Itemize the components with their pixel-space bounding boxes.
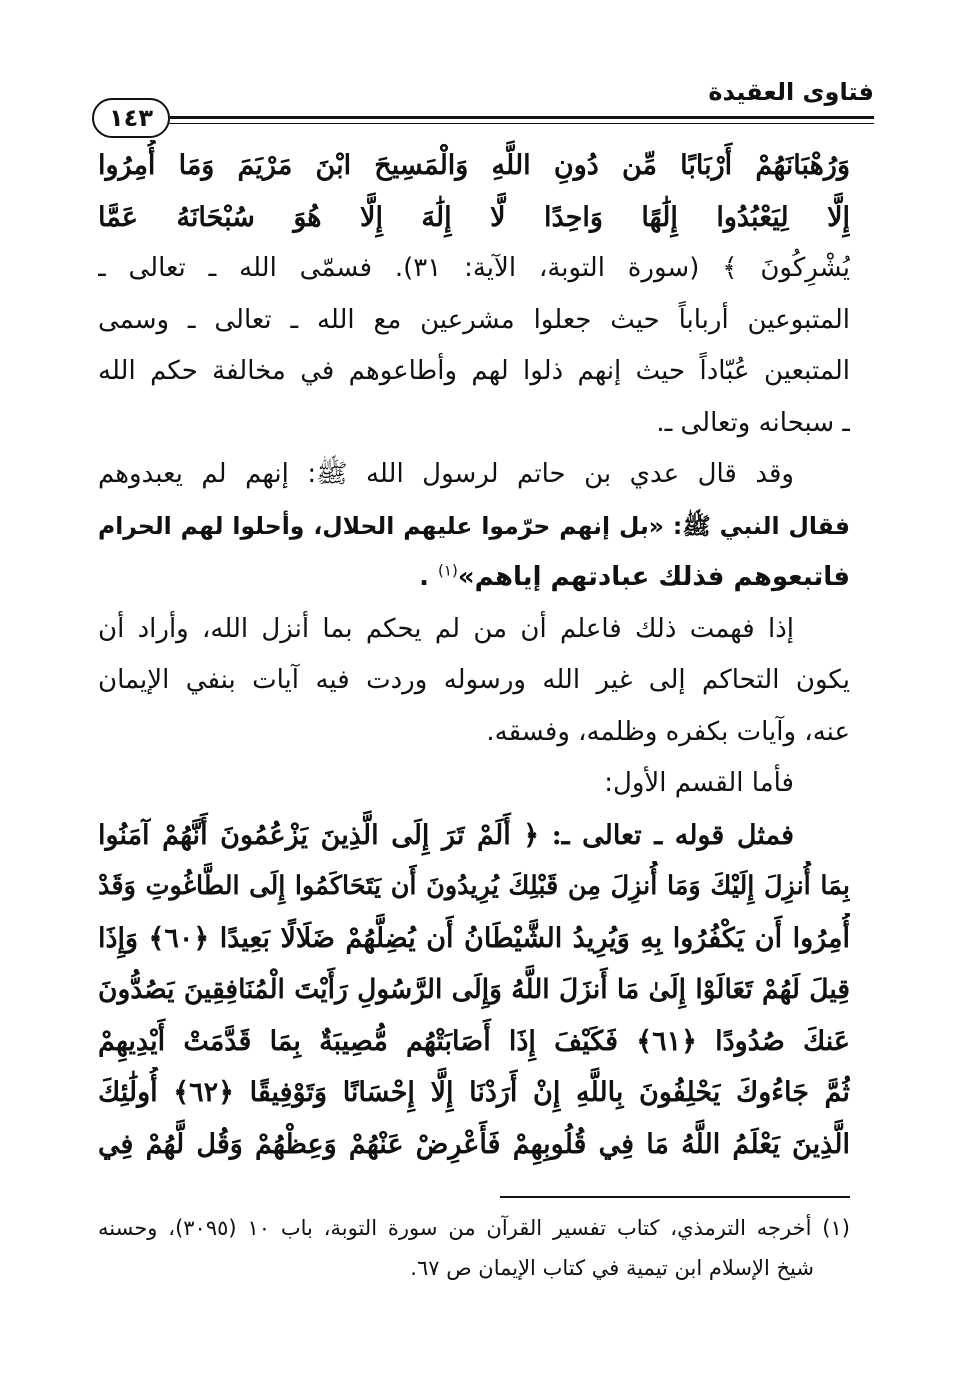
text-line: وقد قال عدي بن حاتم لرسول الله ﷺ: إنهم لم يعبدوهم [98,459,794,489]
header-rule-thin [160,123,874,124]
header-rule-thick [160,116,874,119]
page-header [92,76,874,132]
line-tail: . [419,562,439,592]
text-line: إذا فهمت ذلك فاعلم أن من لم يحكم بما أنزل الله، وأراد أن [98,613,794,644]
footnote-separator [500,1196,850,1198]
hadith-line: فقال النبي ﷺ: «بل إنهم حرّموا عليهم الحلال، وأحلوا لهم الحرام [98,511,850,540]
text-line: عنه، وآيات بكفره وظلمه، وفسقه. [486,716,850,747]
quran-line: الَّذِينَ يَعْلَمُ اللَّهُ مَا فِي قُلُوبِهِمْ فَأَعْرِضْ عَنْهُمْ وَعِظْهُمْ وَقُل لَّهُمْ فِي [98,1128,850,1160]
footnote-line: (١) أخرجه الترمذي، كتاب تفسير القرآن من سورة التوبة، باب ١٠ (٣٠٩٥)، وحسنه [98,1216,850,1240]
text-line: وَرُهْبَانَهُمْ أَرْبَابًا مِّن دُونِ اللَّهِ وَالْمَسِيحَ ابْنَ مَرْيَمَ وَمَا أُمِرُوا [98,150,850,181]
text-line: المتبعين عُبّاداً حيث إنهم ذلوا لهم وأطاعوهم في مخالفة حكم الله [98,356,850,386]
text-line: إِلَّا لِيَعْبُدُوا إِلَٰهًا وَاحِدًا لَّا إِلَٰهَ إِلَّا هُوَ سُبْحَانَهُ عَمَّا [98,201,850,233]
hadith-line [98,552,850,604]
running-title: فتاوى العقيدة [708,78,874,106]
text-line: يُشْرِكُونَ ﴾ (سورة التوبة، الآية: ٣١). فسمّى الله ـ تعالى ـ [98,253,850,283]
footnotes [98,1208,850,1288]
section-heading-line: فأما القسم الأول: [604,768,794,798]
text-line: المتبوعين أرباباً حيث جعلوا مشرعين مع الله ـ تعالى ـ وسمى [98,304,850,335]
quran-line: عَنكَ صُدُودًا ﴿٦١﴾ فَكَيْفَ إِذَا أَصَابَتْهُم مُّصِيبَةٌ بِمَا قَدَّمَتْ أَيْدِيهِمْ [98,1025,850,1057]
text-line: ـ سبحانه وتعالى ـ. [656,407,850,438]
quran-line: أُمِرُوا أَن يَكْفُرُوا بِهِ وَيُرِيدُ الشَّيْطَانُ أَن يُضِلَّهُمْ ضَلَالًا بَعِيدًا ﴿٦٠﴾ وَإِذَا [98,922,850,954]
quran-line: ثُمَّ جَاءُوكَ يَحْلِفُونَ بِاللَّهِ إِنْ أَرَدْنَا إِلَّا إِحْسَانًا وَتَوْفِيقًا ﴿٦٢﴾ أُولَٰئِكَ [98,1077,850,1108]
quran-line: قِيلَ لَهُمْ تَعَالَوْا إِلَىٰ مَا أَنزَلَ اللَّهُ وَإِلَى الرَّسُولِ رَأَيْتَ الْمُنَافِقِينَ يَصُدُّونَ [98,974,850,1005]
page-number: ١٤٣ [92,98,170,138]
quran-line: فمثل قوله ـ تعالى ـ: ﴿ أَلَمْ تَرَ إِلَى الَّذِينَ يَزْعُمُونَ أَنَّهُمْ آمَنُوا [98,819,794,851]
footnote-line: شيخ الإسلام ابن تيمية في كتاب الإيمان ص ٦٧. [410,1256,814,1280]
quran-line: بِمَا أُنزِلَ إِلَيْكَ وَمَا أُنزِلَ مِن قَبْلِكَ يُرِيدُونَ أَن يَتَحَاكَمُوا إِلَى الطَّاغُوتِ وَقَدْ [98,871,850,901]
body-text [98,140,850,1170]
footnote-ref: (١) [438,561,458,580]
text-line: يكون التحاكم إلى غير الله ورسوله وردت فيه آيات بنفي الإيمان [98,665,850,695]
hadith-text: فاتبعوهم فذلك عبادتهم إياهم» [457,562,850,592]
